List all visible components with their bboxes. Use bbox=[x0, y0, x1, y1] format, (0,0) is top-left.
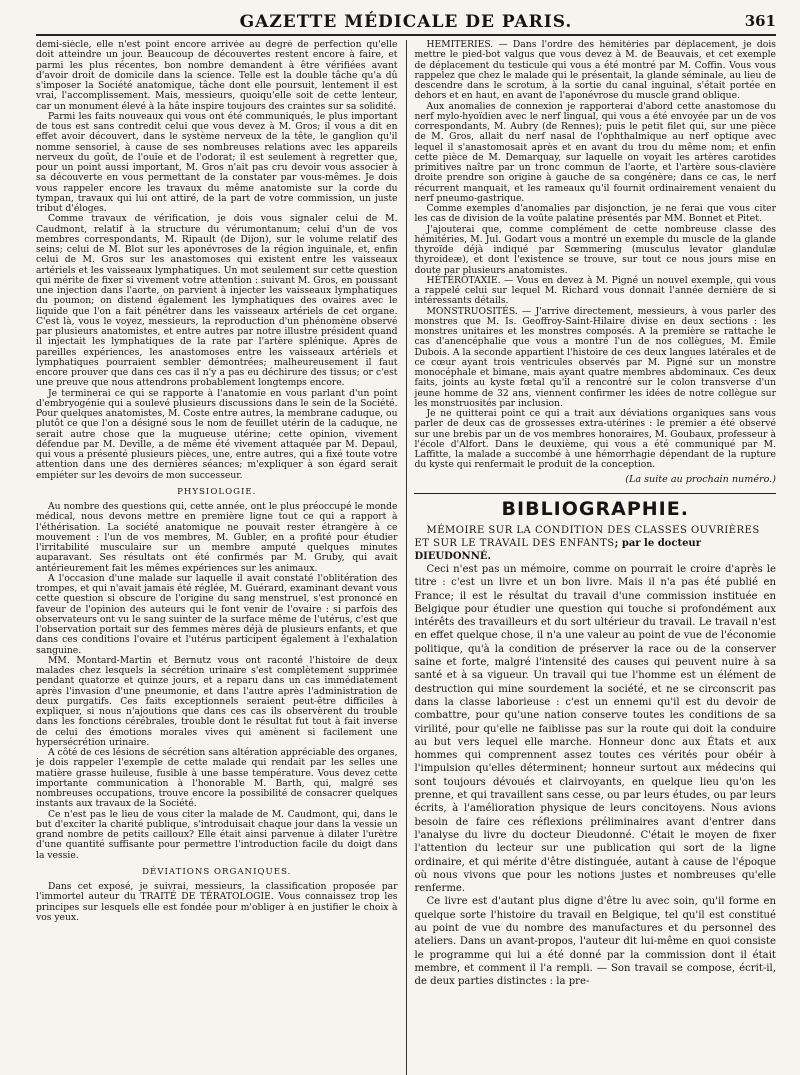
paragraph: J'ajouterai que, comme complément de cette nombreuse classe des hémitéries, M. Jul. Godart vous a montré un exemple du muscle de la glande thyroïde déjà indiqué par Sœmmering (musculus levator glandulæ thyroideæ), et dont l'existence se trouve, sur tout ce nous jours mise en doute par plusieurs anatomistes. bbox=[414, 223, 776, 276]
paragraph: HÉMITÉRIES. — Dans l'ordre des hémitéries par déplacement, je dois mettre le pied-bot valgus que vous devez à M. de Beauvais, et cet exemple de déplacement du testicule qui vous a été montré par M. Coffin. Vous vous rappelez que chez le malade qui le présentait, la glande séminale, au lieu de descendre dans le scrotum, à la sortie du canal inguinal, s'était portée en dehors et en haut, en avant de l'aponévrose du muscle grand oblique. bbox=[414, 40, 776, 102]
column-rule bbox=[406, 40, 407, 1075]
paragraph: Ce n'est pas le lieu de vous citer la malade de M. Caudmont, qui, dans le but d'exciter la charité publique, s'introduisait chaque jour dans la vessie un grand nombre de petits cailloux? Elle était ainsi parvenue à dilater l'urètre d'une quantité suffisante pour permettre l'introduction facile du doigt dans la vessie. bbox=[36, 808, 398, 861]
paragraph: Au nombre des questions qui, cette année, ont le plus préoccupé le monde médical, nous devons mettre en première ligne tout ce qui a rapport à l'éthérisation. La société anatomique ne pouvait rester étrangère à ce mouvement : l'un de vos membres, M. Gubler, en a profité pour étudier l'irritabilité musculaire sur un membre amputé quelques minutes auparavant. Ses résultats ont été confirmés par M. Gruby, qui avait antérieurement fait les mêmes expériences sur les animaux. bbox=[36, 501, 398, 574]
paragraph: demi-siècle, elle n'est point encore arrivée au degré de perfection qu'elle doit atteindre un jour. Beaucoup de découvertes restent encore à faire, et parmi les plus récentes, bon nombre demandent à être vérifiées avant d'avoir droit de domicile dans la science. Telle est la double tâche qu'a dû s'imposer la Société anatomique, tâche dont elle poursuit, lentement il est vrai, l'accomplissement. Mais, messieurs, quoiqu'elle soit de cette lenteur, car un monument élevé à la hâte inspire toujours des craintes sur sa solidité. bbox=[36, 40, 398, 112]
running-header bbox=[36, 10, 776, 36]
left-column bbox=[36, 40, 398, 1075]
paragraph: Ceci n'est pas un mémoire, comme on pourrait le croire d'après le titre : c'est un livre et un bon livre. Mais il n'a pas été publié en France; il est le résultat du travail d'une commission instituée en Belgique pour étudier une question qui touche si profondément aux intérêts des travailleurs et du sort ultérieur du travail. Le travail n'est en effet quelque chose, il n'a une valeur au point de vue de l'économie politique, qu'à la condition de préserver la race ou de la conserver saine et forte, malgré l'intensité des causes qui peuvent nuire à sa santé et à sa vigueur. Un travail qui tue l'homme est un élément de destruction qui mine sourdement la société, et ne se circonscrit pas dans la classe laborieuse : c'est un ennemi qu'il est du devoir de combattre, pour qu'une nation conserve toutes les conditions de sa virilité, pour qu'elle ne faiblisse pas sur la route qui doit la conduire au but vers lequel elle marche. Honneur donc aux États et aux hommes qui comprennent assez toutes ces vérités pour obéir à l'impulsion qu'elles déterminent; honneur surtout aux médecins qui sont toujours dévoués et clairvoyants, en quelque lieu qu'on les prenne, et qui travaillent sans cesse, ou par leurs études, ou par leurs écrits, à l'amélioration physique de leurs concitoyens. Nous avions besoin de faire ces réflexions préliminaires avant d'entrer dans l'analyse du livre du docteur Dieudonné. C'était le moyen de fixer l'attention du lecteur sur une publication qui sort de la ligne ordinaire, et qui mérite d'être distinguée, autant à cause de l'époque où nous vivons que pour les notions justes et nombreuses qu'elle renferme. bbox=[414, 564, 776, 895]
bibliographie-heading: BIBLIOGRAPHIE. bbox=[501, 497, 689, 520]
paragraph: A l'occasion d'une malade sur laquelle il avait constaté l'oblitération des trompes, et qui n'avait jamais été réglée, M. Guérard, examinant devant vous cette question si obscure de l'origine du sang menstruel, s'est prononcé en faveur de l'opinion des auteurs qui le font venir de l'ovaire : si parfois des observateurs ont vu le sang suinter de la surface même de l'utérus, c'est que l'observation portait sur des femmes mères déjà de plusieurs enfants, et que dans ces conditions l'ovaire et l'utérus participent également à l'exhalation sanguine. bbox=[36, 572, 398, 656]
paragraph: Dans cet exposé, je suivrai, messieurs, la classification proposée par l'immortel auteur du TRAITÉ DE TÉRATOLOGIE. Vous connaissez trop les principes sur lesquels elle est fondée pour m'obliger à en justifier le choix à vos yeux. bbox=[36, 881, 398, 923]
paragraph: HÉTÉROTAXIE. — Vous en devez à M. Pigné un nouvel exemple, qui vous a rappelé celui sur lequel M. Richard vous donnait l'année dernière de si intéressants détails. bbox=[414, 274, 776, 307]
paragraph: Parmi les faits nouveaux qui vous ont été communiqués, le plus important de tous est sans contredit celui que vous devez à M. Gros; il vous a dit en effet avoir découvert, dans le système nerveux de la tête, le ganglion qu'il nomme sensoriel, à cause de ses nombreuses relations avec les appareils nerveux du goût, de l'ouïe et de l'odorat; il est seulement à regretter que, pour un point aussi important, M. Gros n'ait pas cru devoir vous associer à sa découverte en vous permettant de la constater par vous-mêmes. Je dois vous rappeler encore les travaux du même anatomiste sur la corde du tympan, travaux qui lui ont attiré, de la part de votre commission, un juste tribut d'éloges. bbox=[36, 110, 398, 214]
paragraph: A côté de ces lésions de sécrétion sans altération appréciable des organes, je dois rappeler l'exemple de cette malade qui rendait par les selles une matière grasse huileuse, fusible à une basse température. Vous devez cette importante communication à l'honorable M. Barth, qui, malgré ses nombreuses occupations, trouve encore la possibilité de consacrer quelques instants aux travaux de la Société. bbox=[36, 747, 398, 810]
paragraph: Je ne quitterai point ce qui a trait aux déviations organiques sans vous parler de deux cas de grossesses extra-utérines : le premier a été observé sur une brebis par un de vos membres honoraires, M. Goubaux, professeur à l'école d'Alfort. Dans le deuxième, qui vous a été communiqué par M. Laffitte, la malade a succombé à une hémorrhagie dépendant de la rupture du kyste qui renfermait le produit de la conception. bbox=[414, 408, 776, 471]
review-title-main: MÉMOIRE SUR LA CONDITION DES CLASSES OUVRIÈRES ET SUR LE TRAVAIL DES ENFANTS bbox=[414, 525, 760, 549]
paragraph: MONSTRUOSITÉS. — J'arrive directement, messieurs, à vous parler des monstres que M. Is. Geoffroy-Saint-Hilaire divise en deux sections : les monstres unitaires et les monstres composés. A la première se rattache le cas d'anencéphalie que vous a montré l'un de nos collègues, M. Émile Dubois. A la seconde appartient l'histoire de ces deux langues latérales et de ce cœur ayant trois ventricules observés par M. Pigné sur un monstre monocéphale et bimane, mais ayant quatre membres abdominaux. Ces deux faits, joints au kyste fœtal qu'il a rencontré sur le colon transverse d'un jeune homme de 32 ans, viennent confirmer les idées de notre collègue sur les monstruosités par inclusion. bbox=[414, 305, 776, 409]
section-heading-deviations: DÉVIATIONS ORGANIQUES. bbox=[142, 866, 292, 877]
paragraph: Aux anomalies de connexion je rapporterai d'abord cette anastomose du nerf mylo-hyoïdien avec le nerf lingual, qui vous a été envoyée par un de vos correspondants, M. Aubry (de Rennes); puis le petit filet qui, sur une pièce de M. Gros, allait du nerf nasal de l'ophthalmique au nerf optique avec lequel il s'anastomosait après et en avant du trou du même nom; et enfin cette pièce de M. Demarquay, sur laquelle on voyait les artères carotides primitives naître par un tronc commun de l'aorte, et l'artère sous-clavière droite prendre son origine à gauche de sa congénère; dans ce cas, le nerf récurrent manquait, et les rameaux qu'il fournit ordinairement venaient du nerf pneumo-gastrique. bbox=[414, 100, 776, 204]
paragraph: Je terminerai ce qui se rapporte à l'anatomie en vous parlant d'un point d'embryogénie qui a soulevé plusieurs discussions dans le sein de la Société. Pour quelques anatomistes, M. Coste entre autres, la membrane caduque, ou plutôt ce que l'on a désigné sous le nom de feuillet utérin de la caduque, ne serait autre chose que la muqueuse utérine; cette opinion, vivement défendue par M. Deville, a de même été vivement attaquée par M. Depaul, qui vous a présenté plusieurs pièces, une, entre autres, qui a fixé toute votre attention dans une des dernières séances; m'expliquer à son égard serait empiéter sur les devoirs de mon successeur. bbox=[36, 387, 398, 481]
review-title bbox=[414, 524, 776, 563]
continued-note: (La suite au prochain numéro.) bbox=[625, 473, 776, 485]
bibliographie-section bbox=[414, 493, 776, 989]
paragraph: Comme travaux de vérification, je dois vous signaler celui de M. Caudmont, relatif à la structure du vérumontanum; celui d'un de vos membres correspondants, M. Ripault (de Dijon), sur le volume relatif des seins; celui de M. Blot sur les aponévroses de la région inguinale, et, enfin celui de M. Gros sur les anastomoses qui existent entre les vaisseaux artériels et les vaisseaux lymphatiques. Un mot seulement sur cette question qui mérite de fixer si vivement votre attention : suivant M. Gros, en poussant une injection dans l'aorte, on parvient à injecter les vaisseaux lymphatiques du poumon; on distend également les lymphatiques des ovaires avec le liquide que l'on a fait pénétrer dans les vaisseaux artériels de cet organe. C'est là, vous le voyez, messieurs, la reproduction d'un phénomène observé par plusieurs anatomistes, et entre autres par notre illustre président quand il injectait les lymphatiques de la rate par l'artère splénique. Après de pareilles expériences, les anastomoses entre les vaisseaux artériels et lymphatiques pourraient sembler démontrées; malheureusement il faut encore prouver que dans ces cas il n'y a pas eu déchirure des tissus; or c'est une preuve que nous attendrons probablement longtemps encore. bbox=[36, 213, 398, 389]
paragraph: Ce livre est d'autant plus digne d'être lu avec soin, qu'il forme en quelque sorte l'histoire du travail en Belgique, tel qu'il est constitué au point de vue du nombre des manufactures et du personnel des ateliers. Dans un avant-propos, l'auteur dit lui-même en quoi consiste le programme qui lui a été donné par la commission dont il était membre, et comment il l'a rempli. — Son travail se compose, écrit-il, de deux parties distinctes : la pre- bbox=[414, 896, 776, 988]
page-number: 361 bbox=[744, 12, 776, 30]
two-column-body bbox=[36, 40, 776, 1075]
review-title-author: ; par le docteur DIEUDONNÉ. bbox=[414, 538, 701, 562]
right-column bbox=[414, 40, 776, 1075]
journal-title: GAZETTE MÉDICALE DE PARIS. bbox=[239, 12, 573, 32]
paragraph: Comme exemples d'anomalies par disjonction, je ne ferai que vous citer les cas de division de la voûte palatine présentés par MM. Bonnet et Pitet. bbox=[414, 203, 776, 225]
section-heading-physiologie: PHYSIOLOGIE. bbox=[177, 486, 257, 497]
paragraph: MM. Montard-Martin et Bernutz vous ont raconté l'histoire de deux malades chez lesquels la sécrétion urinaire s'est complètement supprimée pendant quatorze et quinze jours, et a reparu dans un cas immédiatement après l'invasion d'une pneumonie, et dans l'autre après l'administration de deux purgatifs. Ces faits exceptionnels seraient peut-être difficiles à expliquer, si nous n'ajoutions que dans ces cas ils observèrent du trouble dans les fonctions cérébrales, trouble dont le résultat fut tout à fait inverse de celui des émotions morales vives qui amènent si facilement une hypersécrétion urinaire. bbox=[36, 654, 398, 748]
review-body bbox=[414, 563, 776, 989]
